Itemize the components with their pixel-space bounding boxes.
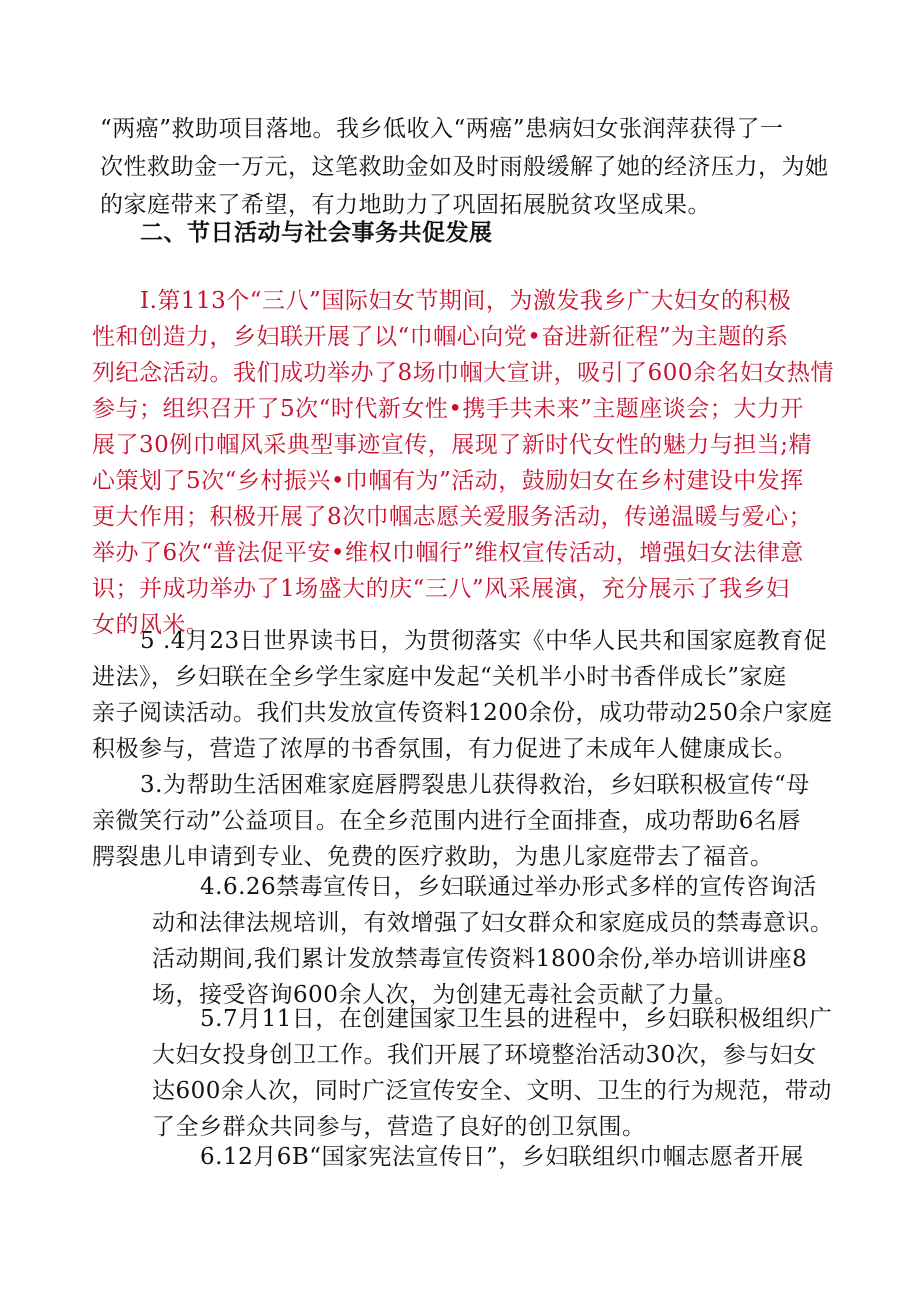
- item-5-line-4: 了全乡群众共同参与，营造了良好的创卫氛围。: [152, 1114, 646, 1140]
- item-6-line-1: 6.12月6B“国家宪法宣传日”，乡妇联组织巾帼志愿者开展: [200, 1144, 804, 1170]
- item-1-line-10: 女的风米。: [92, 612, 210, 638]
- item-1-line-6: 心策划了5次“乡村振兴•巾帼有为”活动，鼓励妇女在乡村建设中发挥: [92, 468, 804, 494]
- section-heading: 二、节日活动与社会事务共促发展: [140, 219, 493, 246]
- item-4-line-2: 动和法律法规培训，有效增强了妇女群众和家庭成员的禁毒意识。: [152, 910, 834, 936]
- item-1-line-3: 列纪念活动。我们成功举办了8场巾帼大宣讲，吸引了600余名妇女热情: [92, 360, 835, 386]
- item-3-line-3: 腭裂患儿申请到专业、免费的医疗救助，为患儿家庭带去了福音。: [92, 844, 774, 870]
- item-3-line-2: 亲微笑行动”公益项目。在全乡范围内进行全面排查，成功帮助6名唇: [92, 808, 801, 834]
- item-2-line-1: 5 .4月23日世界读书日，为贯彻落实《中华人民共和国家庭教育促: [140, 628, 828, 654]
- item-4-line-3: 活动期间,我们累计发放禁毒宣传资料1800余份,举办培训讲座8: [152, 946, 808, 972]
- intro-line-1: “两癌”救助项目落地。我乡低收入“两癌”患病妇女张润萍获得了一: [100, 116, 784, 142]
- item-5-line-1: 5.7月11日，在创建国家卫生县的进程中，乡妇联积极组织广: [200, 1006, 833, 1032]
- item-1-line-2: 性和创造力，乡妇联开展了以“巾帼心向党•奋进新征程”为主题的系: [92, 324, 789, 350]
- item-4-line-1: 4.6.26禁毒宣传日，乡妇联通过举办形式多样的宣传咨询活: [200, 874, 817, 900]
- item-2-line-3: 亲子阅读活动。我们共发放宣传资料1200余份，成功带动250余户家庭: [92, 700, 833, 726]
- item-1-line-8: 举办了6次“普法促平安•维权巾帼行”维权宣传活动，增强妇女法律意: [92, 540, 804, 566]
- item-2-line-4: 积极参与，营造了浓厚的书香氛围，有力促进了未成年人健康成长。: [92, 736, 797, 762]
- intro-line-3: 的家庭带来了希望，有力地助力了巩固拓展脱贫攻坚成果。: [100, 192, 711, 218]
- item-1-line-5: 展了30例巾帼风采典型事迹宣传，展现了新时代女性的魅力与担当;精: [92, 432, 813, 458]
- item-2-line-2: 进法》，乡妇联在全乡学生家庭中发起“关机半小时书香伴成长”家庭: [92, 664, 787, 690]
- item-1-line-4: 参与；组织召开了5次“时代新女性•携手共未来”主题座谈会；大力开: [92, 396, 804, 422]
- item-4-line-4: 场，接受咨询600余人次，为创建无毒社会贡献了力量。: [152, 982, 738, 1008]
- item-3-line-1: 3.为帮助生活困难家庭唇腭裂患儿获得救治，乡妇联积极宣传“母: [140, 772, 810, 798]
- item-1-line-7: 更大作用；积极开展了8次巾帼志愿关爱服务活动，传递温暖与爱心；: [92, 504, 813, 530]
- intro-line-2: 次性救助金一万元，这笔救助金如及时雨般缓解了她的经济压力，为她: [100, 154, 829, 180]
- item-1-line-1: I.第113个“三八”国际妇女节期间，为激发我乡广大妇女的积极: [140, 288, 792, 314]
- item-5-line-2: 大妇女投身创卫工作。我们开展了环境整治活动30次，参与妇女: [152, 1042, 817, 1068]
- item-1-line-9: 识；并成功举办了1场盛大的庆“三八”风采展演，充分展示了我乡妇: [92, 576, 790, 602]
- item-5-line-3: 达600余人次，同时广泛宣传安全、文明、卫生的行为规范，带动: [152, 1078, 832, 1104]
